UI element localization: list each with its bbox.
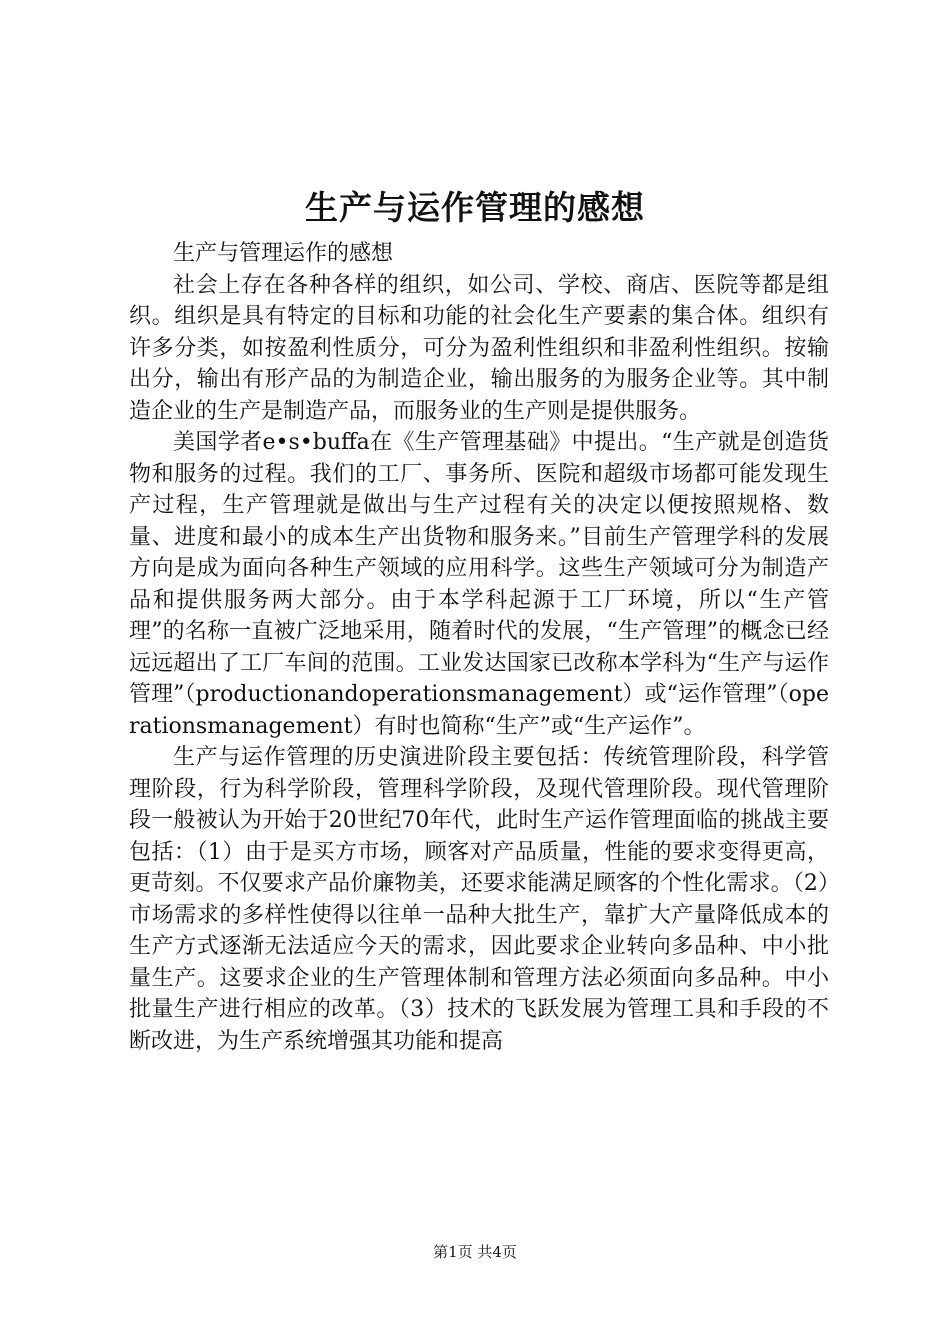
paragraph-subtitle: 生产与管理运作的感想	[173, 241, 394, 266]
page-footer: 第1页 共4页	[433, 1243, 517, 1261]
paragraph-history-stages: 生产与运作管理的历史演进阶段主要包括：传统管理阶段，科学管理阶段，行为科学阶段，管理科学阶段，及现代管理阶段。现代管理阶段一般被认为开始于20世纪70年代，此时生产运作管理面临的挑战主要包括：（1）由于是买方市场，顾客对产品质量，性能的要求变得更高，更苛刻。不仅要求产品价廉物美，还要求能满足顾客的个性化需求。（2）市场需求的多样性使得以往单一品种大批生产，靠扩大产量降低成本的生产方式逐渐无法适应今天的需求，因此要求企业转向多品种、中小批量生产。这要求企业的生产管理体制和管理方法必须面向多品种。中小批量生产进行相应的改革。（3）技术的飞跃发展为管理工具和手段的不断改进，为生产系统增强其功能和提高	[129, 745, 829, 1054]
document-title: 生产与运作管理的感想	[305, 188, 645, 227]
paragraph-buffa-definition: 美国学者e•s•buffa在《生产管理基础》中提出。“生产就是创造货物和服务的过程。我们的工厂、事务所、医院和超级市场都可能发现生产过程，生产管理就是做出与生产过程有关的决定以便按照规格、数量、进度和最小的成本生产出货物和服务来。”目前生产管理学科的发展方向是成为面向各种生产领域的应用科学。这些生产领域可分为制造产品和提供服务两大部分。由于本学科起源于工厂环境，所以“生产管理”的名称一直被广泛地采用，随着时代的发展，“生产管理”的概念已经远远超出了工厂车间的范围。工业发达国家已改称本学科为“生产与运作管理”（productionandoperationsmanagement）或“运作管理”（operationsmanagement）有时也简称“生产”或“生产运作”。	[129, 430, 829, 739]
document-body	[129, 238, 829, 1057]
paragraph-organizations: 社会上存在各种各样的组织，如公司、学校、商店、医院等都是组织。组织是具有特定的目标和功能的社会化生产要素的集合体。组织有许多分类，如按盈利性质分，可分为盈利性组织和非盈利性组织。按输出分，输出有形产品的为制造企业，输出服务的为服务企业等。其中制造企业的生产是制造产品，而服务业的生产则是提供服务。	[129, 272, 829, 424]
